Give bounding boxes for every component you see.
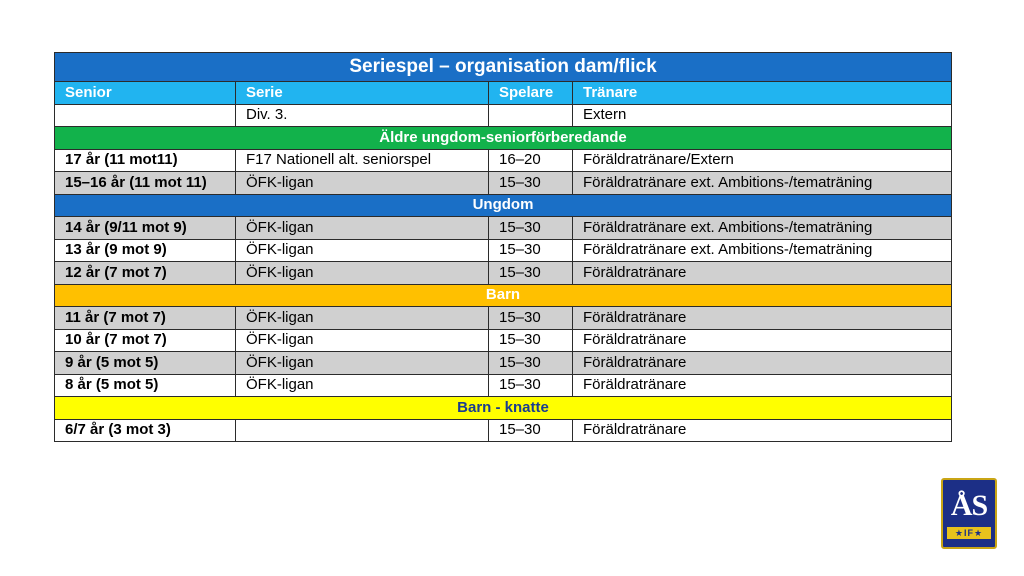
table-row (55, 329, 952, 352)
club-logo (941, 478, 997, 549)
logo-letters: ÅS (950, 489, 988, 522)
cell-spelare: 15–30 (489, 217, 573, 240)
cell-age: 14 år (9/11 mot 9) (55, 217, 236, 240)
table-row (55, 217, 952, 240)
table-row (55, 104, 952, 127)
section-label: Ungdom (55, 194, 952, 217)
cell-serie: Div. 3. (236, 104, 489, 127)
cell-spelare: 15–30 (489, 329, 573, 352)
cell-tranare: Föräldratränare (573, 307, 952, 330)
table-header-row (55, 82, 952, 105)
table-row (55, 352, 952, 375)
cell-tranare: Föräldratränare (573, 352, 952, 375)
cell-tranare: Föräldratränare ext. Ambitions-/tematräning (573, 217, 952, 240)
column-header-serie: Serie (236, 82, 489, 105)
cell-tranare: Föräldratränare/Extern (573, 149, 952, 172)
cell-spelare: 15–30 (489, 172, 573, 195)
column-header-spelare: Spelare (489, 82, 573, 105)
cell-age: 8 år (5 mot 5) (55, 374, 236, 397)
section-row (55, 127, 952, 150)
cell-tranare: Föräldratränare (573, 329, 952, 352)
cell-age: 17 år (11 mot11) (55, 149, 236, 172)
column-header-senior: Senior (55, 82, 236, 105)
cell-spelare: 16–20 (489, 149, 573, 172)
table-row (55, 419, 952, 442)
column-header-tranare: Tränare (573, 82, 952, 105)
cell-tranare: Föräldratränare (573, 262, 952, 285)
table-row (55, 262, 952, 285)
section-row (55, 284, 952, 307)
cell-age: 15–16 år (11 mot 11) (55, 172, 236, 195)
cell-serie: ÖFK-ligan (236, 217, 489, 240)
table-title-row (55, 53, 952, 82)
cell-tranare: Extern (573, 104, 952, 127)
cell-age: 6/7 år (3 mot 3) (55, 419, 236, 442)
cell-spelare: 15–30 (489, 262, 573, 285)
cell-spelare (489, 104, 573, 127)
cell-serie: ÖFK-ligan (236, 239, 489, 262)
cell-spelare: 15–30 (489, 374, 573, 397)
cell-serie: ÖFK-ligan (236, 352, 489, 375)
table-row (55, 239, 952, 262)
section-label: Barn (55, 284, 952, 307)
cell-spelare: 15–30 (489, 239, 573, 262)
logo-band: ★IF★ (947, 527, 991, 539)
table-title: Seriespel – organisation dam/flick (55, 53, 952, 82)
section-row (55, 194, 952, 217)
cell-spelare: 15–30 (489, 307, 573, 330)
cell-serie (236, 419, 489, 442)
cell-age: 11 år (7 mot 7) (55, 307, 236, 330)
table-row (55, 149, 952, 172)
table-row (55, 172, 952, 195)
cell-age: 9 år (5 mot 5) (55, 352, 236, 375)
cell-tranare: Föräldratränare ext. Ambitions-/tematräning (573, 172, 952, 195)
table-row (55, 307, 952, 330)
cell-age: 13 år (9 mot 9) (55, 239, 236, 262)
cell-spelare: 15–30 (489, 419, 573, 442)
cell-serie: ÖFK-ligan (236, 262, 489, 285)
cell-tranare: Föräldratränare ext. Ambitions-/tematräning (573, 239, 952, 262)
cell-serie: ÖFK-ligan (236, 307, 489, 330)
cell-serie: ÖFK-ligan (236, 329, 489, 352)
cell-tranare: Föräldratränare (573, 374, 952, 397)
schedule-table-body (55, 53, 952, 442)
schedule-table (54, 52, 952, 442)
cell-serie: ÖFK-ligan (236, 172, 489, 195)
cell-age (55, 104, 236, 127)
cell-serie: ÖFK-ligan (236, 374, 489, 397)
cell-age: 12 år (7 mot 7) (55, 262, 236, 285)
cell-spelare: 15–30 (489, 352, 573, 375)
section-label: Barn - knatte (55, 397, 952, 420)
cell-serie: F17 Nationell alt. seniorspel (236, 149, 489, 172)
cell-tranare: Föräldratränare (573, 419, 952, 442)
section-label: Äldre ungdom-seniorförberedande (55, 127, 952, 150)
table-row (55, 374, 952, 397)
section-row (55, 397, 952, 420)
cell-age: 10 år (7 mot 7) (55, 329, 236, 352)
